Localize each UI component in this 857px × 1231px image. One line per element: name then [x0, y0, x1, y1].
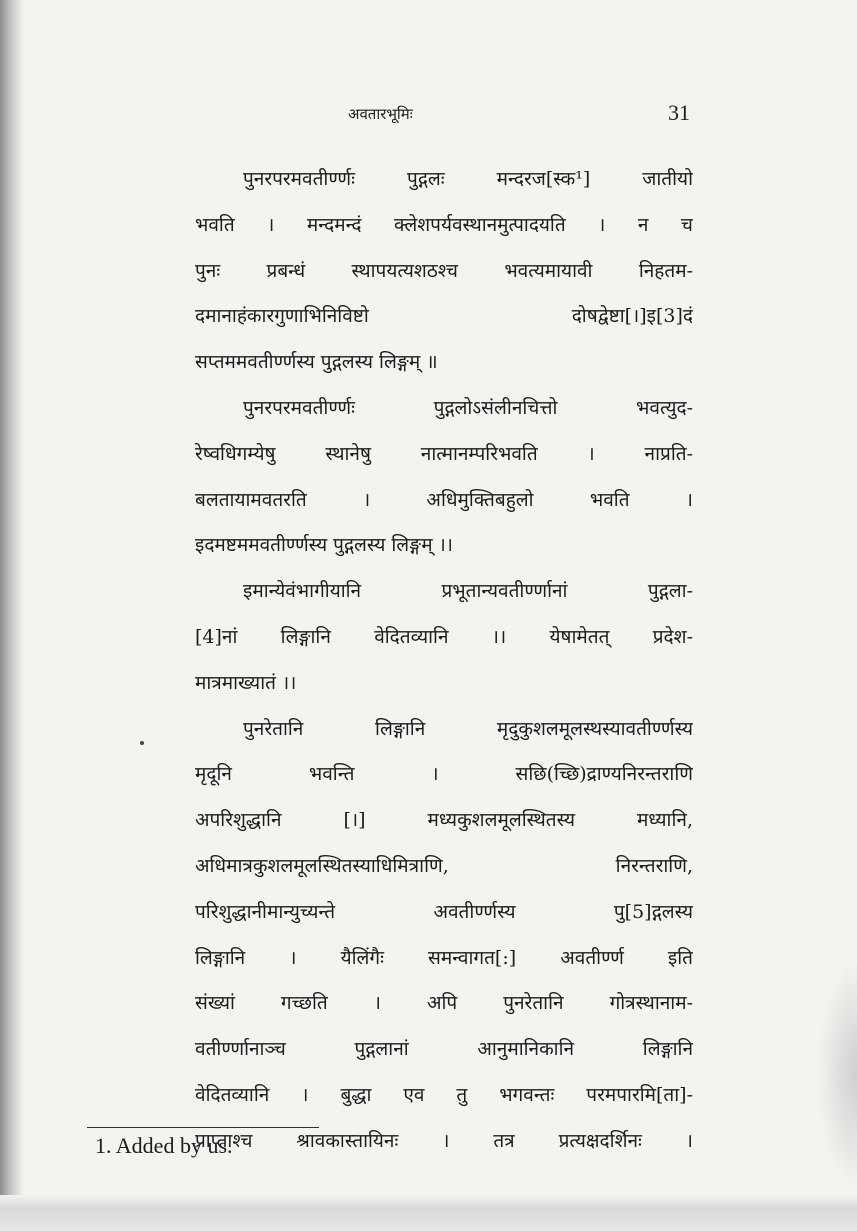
footnote: 1. Added by us. [95, 1133, 233, 1158]
text-line: वतीर्ण्णानाञ्च पुद्गलानां आनुमानिकानि लिङ्गानि [195, 1038, 693, 1061]
text-line: सप्तममवतीर्ण्णस्य पुद्गलस्य लिङ्गम् ॥ [195, 351, 438, 374]
text-line: पुनरेतानि लिङ्गानि मृदुकुशलमूलस्थस्यावतीर्ण्णस्य [243, 717, 693, 740]
text-line: मृदूनि भवन्ति । सछि(च्छि)द्राण्यनिरन्तराणि [195, 763, 693, 786]
text-line: वेदितव्यानि । बुद्धा एव तु भगवन्तः परमपारमि[ता]- [195, 1083, 693, 1106]
text-line: परिशुद्धानीमान्युच्यन्ते अवतीर्ण्णस्य पु[5]द्गलस्य [195, 900, 693, 923]
body-text [195, 157, 693, 1165]
text-line: दमानाहंकारगुणाभिनिविष्टो दोषद्वेष्टा[।]इ[3]दं [195, 305, 693, 328]
text-line: अधिमात्रकुशलमूलस्थितस्याधिमित्राणि, निरन्तराणि, [195, 854, 693, 877]
binding-edge [0, 0, 24, 1231]
running-title: अवतारभूमिः [348, 105, 413, 123]
text-line: पुनरपरमवतीर्ण्णः पुद्गलः मन्दरज[स्क¹] जातीयो [243, 168, 693, 190]
text-line: इदमष्टममवतीर्ण्णस्य पुद्गलस्य लिङ्गम् ।। [195, 534, 454, 557]
margin-mark [140, 741, 144, 745]
page-bottom-edge [0, 1195, 857, 1231]
page-number: 31 [668, 100, 690, 125]
text-line: संख्यां गच्छति । अपि पुनरेतानि गोत्रस्थानाम- [195, 992, 693, 1015]
text-line: पुनरपरमवतीर्ण्णः पुद्गलोऽसंलीनचित्तो भवत्युद- [243, 396, 693, 419]
text-line: इमान्येवंभागीयानि प्रभूतान्यवतीर्ण्णानां पुद्गला- [243, 580, 693, 603]
footnote-rule [87, 1127, 319, 1128]
text-line: मात्रमाख्यातं ।। [195, 671, 297, 694]
text-line: बलतायामवतरति । अधिमुक्तिबहुलो भवति । [195, 488, 693, 511]
running-head [0, 100, 857, 130]
text-line: अपरिशुद्धानि [।] मध्यकुशलमूलस्थितस्य मध्यानि, [195, 809, 693, 832]
text-line: भवति । मन्दमन्दं क्लेशपर्यवस्थानमुत्पादयति । न च [195, 213, 693, 236]
text-line: [4]नां लिङ्गानि वेदितव्यानि ।। येषामेतत् प्रदेश- [195, 625, 693, 648]
text-line: पुनः प्रबन्धं स्थापयत्यशठश्च भवत्यमायावी निहतम- [195, 259, 693, 282]
text-line: रेष्वधिगम्येषु स्थानेषु नात्मानम्परिभवति । नाप्रति- [195, 442, 693, 465]
text-line: प्राप्ताश्च श्रावकास्तायिनः । तत्र प्रत्यक्षदर्शिनः । [195, 1129, 693, 1152]
page-shadow [817, 960, 857, 1190]
text-line: लिङ्गानि । यैलिंगैः समन्वागत[:] अवतीर्ण्ण इति [195, 946, 693, 969]
